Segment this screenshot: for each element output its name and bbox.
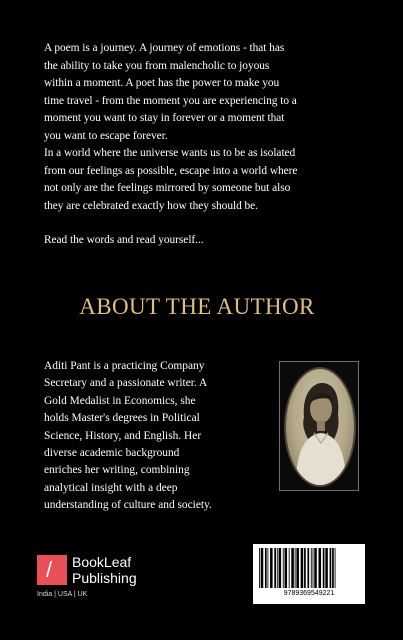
isbn-number: 9789369549221 xyxy=(283,590,335,597)
barcode-bar xyxy=(265,548,267,588)
barcode-bar xyxy=(325,548,328,588)
barcode-bar xyxy=(313,548,314,588)
author-photo xyxy=(284,367,356,487)
barcode-bar xyxy=(289,548,290,588)
barcode-bar xyxy=(335,548,336,588)
barcode-bar xyxy=(279,548,282,588)
barcode-bar xyxy=(332,548,334,588)
barcode-bar xyxy=(291,548,294,588)
barcode-bar xyxy=(295,548,296,588)
barcode-bar xyxy=(304,548,306,588)
barcode-bar xyxy=(277,548,278,588)
author-photo-frame xyxy=(279,361,359,491)
book-blurb xyxy=(44,40,364,250)
barcode-bar xyxy=(259,548,260,588)
barcode-bar xyxy=(274,548,276,588)
barcode-bar xyxy=(314,548,317,588)
paragraph-gap xyxy=(44,215,364,232)
bookleaf-logo-mark xyxy=(37,555,67,585)
barcode-bar xyxy=(261,548,264,588)
author-bio: Aditi Pant is a practicing Company Secretary and a passionate writer. A Gold Medalist in Economics, she holds Master's degrees in Political Science, History, and English. Her diverse academic background enriches her writing, combining analytical insight with a deep understanding of culture and society. xyxy=(44,360,212,512)
barcode-bar xyxy=(268,548,269,588)
blurb-closing-line: Read the words and read yourself... xyxy=(44,234,204,246)
barcode-bar xyxy=(311,548,312,588)
barcode-bar xyxy=(301,548,304,588)
barcode-bar xyxy=(285,548,288,588)
blurb-paragraph: A poem is a journey. A journey of emotions - that has the ability to take you from malencholic to joyous within a moment. A poet has the power to make you time travel - from the moment you are experiencing to a moment you want to stay in forever or a moment that you want to escape forever. In a world where the universe wants us to be as isolated from our feelings as possible, escape into a world where not only are the feelings mirrored by someone but also they are celebrated exactly how they should be. xyxy=(44,42,298,212)
barcode-bar xyxy=(283,548,284,588)
isbn-barcode xyxy=(253,544,365,604)
about-author-heading: ABOUT THE AUTHOR xyxy=(79,294,315,319)
barcode-bars xyxy=(258,548,360,588)
publisher-regions: India | USA | UK xyxy=(37,591,88,598)
author-portrait-illustration xyxy=(286,369,354,485)
barcode-bar xyxy=(319,548,322,588)
barcode-bar xyxy=(270,548,273,588)
barcode-bar xyxy=(307,548,309,588)
publisher-name: BookLeaf Publishing xyxy=(72,554,137,586)
barcode-bar xyxy=(323,548,325,588)
publisher-logo xyxy=(37,555,157,615)
barcode-bar xyxy=(330,548,332,588)
barcode-bar xyxy=(296,548,299,588)
slash-icon: / xyxy=(46,557,53,582)
